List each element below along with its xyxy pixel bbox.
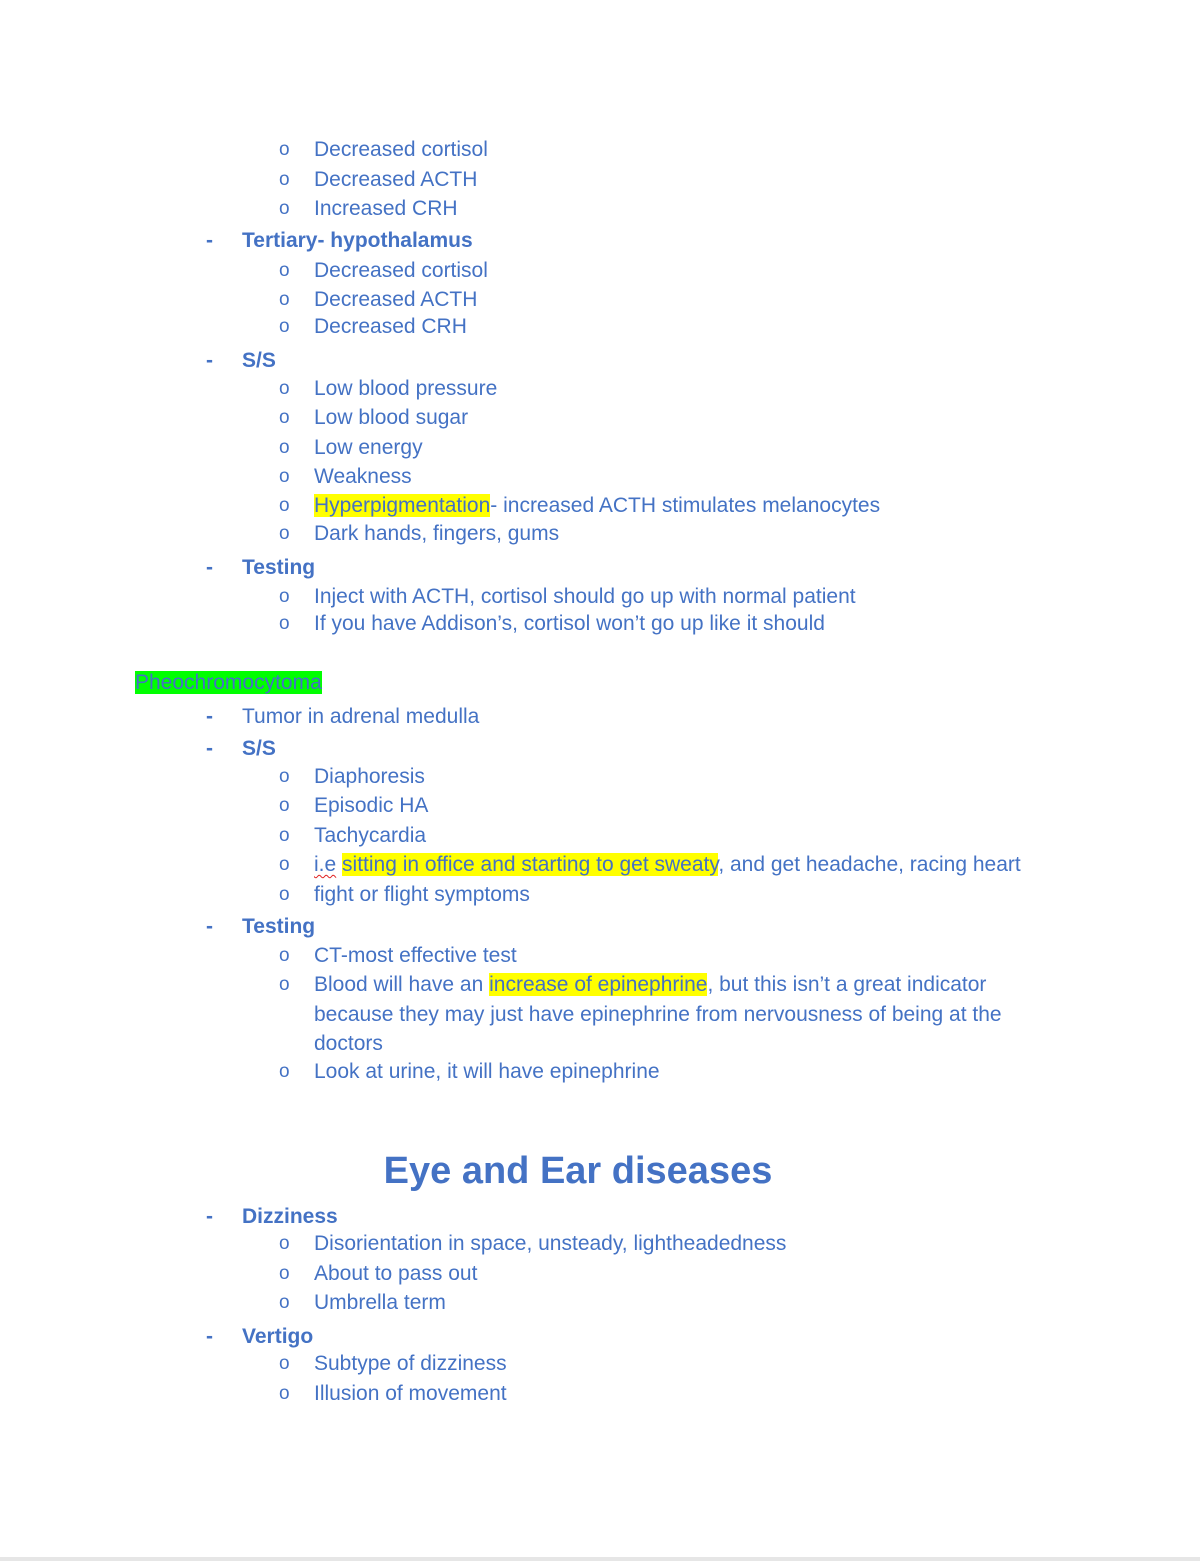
list-item-text: Decreased ACTH (314, 288, 478, 311)
list-item-text: Subtype of dizziness (314, 1352, 507, 1375)
bullet-marker: o (279, 854, 290, 875)
list-item-text: CT-most effective test (314, 944, 517, 967)
dash-marker: - (206, 556, 213, 579)
dash-marker: - (206, 737, 213, 760)
list-item-text-rest: - increased ACTH stimulates melanocytes (490, 494, 881, 517)
list-item-text: Inject with ACTH, cortisol should go up with normal patient (314, 585, 856, 608)
bullet-marker: o (279, 523, 290, 544)
page-title: Eye and Ear diseases (383, 1150, 773, 1192)
list-item-text: Increased CRH (314, 197, 458, 220)
bullet-marker: o (279, 1263, 290, 1284)
list-item-text: Tumor in adrenal medulla (242, 705, 480, 728)
list-item-text: Low blood sugar (314, 406, 469, 429)
list-item-text: Decreased cortisol (314, 138, 488, 161)
bullet-marker: o (279, 466, 290, 487)
dash-marker: - (206, 1325, 213, 1348)
bullet-marker: o (279, 198, 290, 219)
list-item-text-start: Blood will have an (314, 973, 490, 996)
list-item-text: If you have Addison’s, cortisol won’t go up like it should (314, 612, 825, 635)
highlighted-text: sitting in office and starting to get sweaty (342, 853, 719, 876)
list-item-text-rest: , and get headache, racing heart (718, 853, 1021, 876)
dash-marker: - (206, 349, 213, 372)
list-item-text: Low blood pressure (314, 377, 498, 400)
highlighted-text: Hyperpigmentation (314, 494, 491, 517)
bullet-marker: o (279, 945, 290, 966)
list-item-text: doctors (314, 1032, 383, 1055)
bullet-marker: o (279, 260, 290, 281)
list-item-text: Decreased CRH (314, 315, 467, 338)
bullet-marker: o (279, 1292, 290, 1313)
list-item-text: Decreased cortisol (314, 259, 488, 282)
list-item-text: Look at urine, it will have epinephrine (314, 1060, 660, 1083)
list-item-text: Diaphoresis (314, 765, 425, 788)
list-item-text: Decreased ACTH (314, 168, 478, 191)
section-title-text: Pheochromocytoma (135, 671, 322, 694)
list-item-text: Tachycardia (314, 824, 427, 847)
bullet-marker: o (279, 1383, 290, 1404)
bullet-marker: o (279, 795, 290, 816)
heading-text: Testing (242, 915, 316, 938)
spelling-flag-text: i.e (314, 853, 337, 876)
heading-text: Vertigo (242, 1325, 314, 1348)
heading-text: Testing (242, 556, 316, 579)
list-item-text: About to pass out (314, 1262, 478, 1285)
bullet-marker: o (279, 974, 290, 995)
list-item-text-rest: , but this isn’t a great indicator (707, 973, 987, 996)
section-title (135, 670, 322, 696)
bullet-marker: o (279, 613, 290, 634)
list-item-text (314, 972, 986, 998)
bullet-marker: o (279, 169, 290, 190)
list-item-text: Illusion of movement (314, 1382, 507, 1405)
list-item-text: because they may just have epinephrine from nervousness of being at the (314, 1003, 1002, 1026)
bullet-marker: o (279, 1353, 290, 1374)
highlighted-text: increase of epinephrine (489, 973, 708, 996)
dash-marker: - (206, 229, 213, 252)
list-item-text: fight or flight symptoms (314, 883, 530, 906)
heading-text: S/S (242, 737, 276, 760)
dash-marker: - (206, 705, 213, 728)
bullet-marker: o (279, 825, 290, 846)
bullet-marker: o (279, 884, 290, 905)
bullet-marker: o (279, 1233, 290, 1254)
bullet-marker: o (279, 437, 290, 458)
dash-marker: - (206, 1205, 213, 1228)
list-item-text (314, 852, 1021, 878)
page-edge-divider (0, 1557, 1200, 1561)
list-item-text: Dark hands, fingers, gums (314, 522, 560, 545)
bullet-marker: o (279, 1061, 290, 1082)
list-item-text: Low energy (314, 436, 423, 459)
bullet-marker: o (279, 139, 290, 160)
bullet-marker: o (279, 378, 290, 399)
bullet-marker: o (279, 407, 290, 428)
bullet-marker: o (279, 766, 290, 787)
heading-text: Dizziness (242, 1205, 338, 1228)
list-item-text: Episodic HA (314, 794, 429, 817)
bullet-marker: o (279, 586, 290, 607)
dash-marker: - (206, 915, 213, 938)
list-item-text: Weakness (314, 465, 412, 488)
list-item-text: Umbrella term (314, 1291, 446, 1314)
heading-text: S/S (242, 349, 276, 372)
list-item-text (314, 493, 880, 519)
bullet-marker: o (279, 495, 290, 516)
bullet-marker: o (279, 289, 290, 310)
list-item-text: Disorientation in space, unsteady, lightheadedness (314, 1232, 787, 1255)
bullet-marker: o (279, 316, 290, 337)
heading-text: Tertiary- hypothalamus (242, 229, 473, 252)
